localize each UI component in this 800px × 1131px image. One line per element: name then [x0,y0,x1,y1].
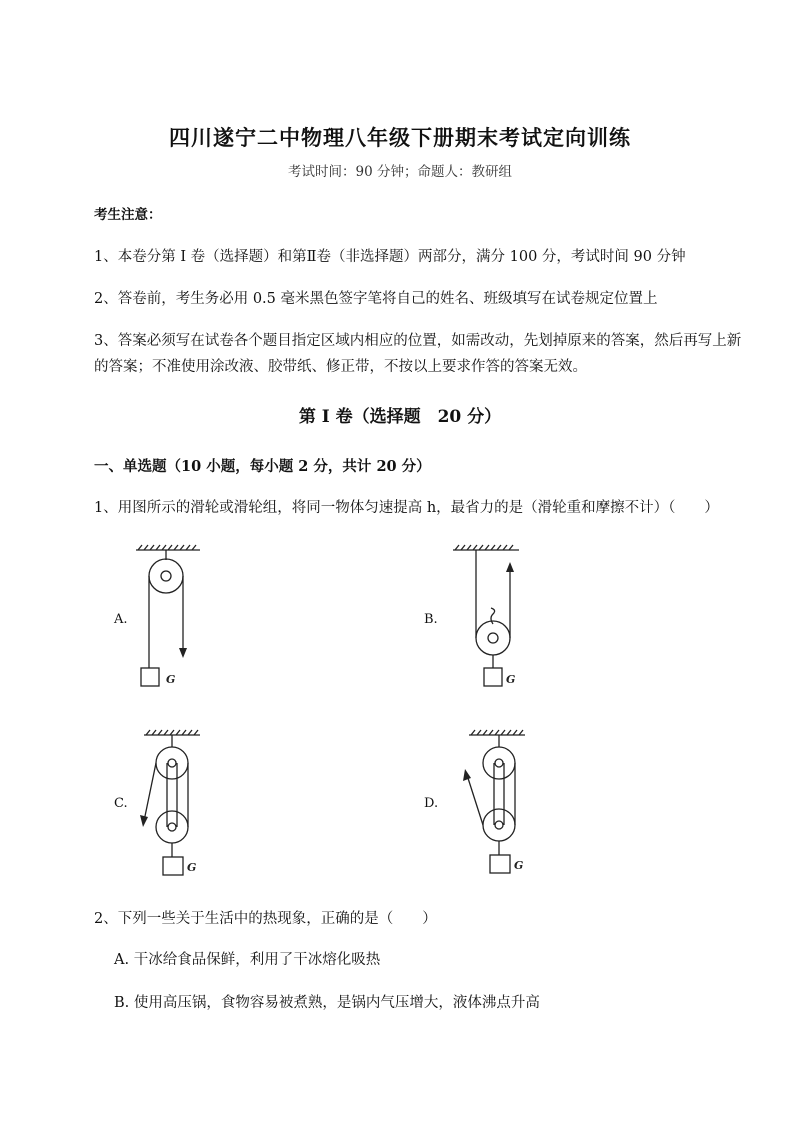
q2-option-a[interactable]: A. 干冰给食品保鲜，利用了干冰熔化吸热 [114,952,381,968]
weight-g-label: G [506,673,516,686]
weight-g-label: G [166,673,176,686]
exam-info: 考试时间：90 分钟；命题人：教研组 [288,164,512,180]
question-1-stem: 1、用图所示的滑轮或滑轮组，将同一物体匀速提高 h，最省力的是（滑轮重和摩擦不计）（ ） [94,500,719,516]
q1-option-b-label[interactable]: B. [424,612,438,627]
notice-item-1: 1、本卷分第 I 卷（选择题）和第Ⅱ卷（非选择题）两部分，满分 100 分，考试时间 90 分钟 [94,249,686,265]
section-title: 第 I 卷（选择题 20 分） [298,407,502,427]
notice-item-3-cont: 的答案；不准使用涂改液、胶带纸、修正带，不按以上要求作答的答案无效。 [94,359,587,375]
ceiling-icon [136,545,200,550]
part-heading: 一、单选题（10 小题，每小题 2 分，共计 20 分） [94,458,431,475]
q1-option-d-label[interactable]: D. [424,796,439,811]
page-title: 四川遂宁二中物理八年级下册期末考试定向训练 [169,125,631,150]
weight-g-label: G [187,861,197,874]
q1-option-c-label[interactable]: C. [114,796,128,811]
ceiling-icon [453,545,519,550]
fixed-pulley-diagram [130,540,210,695]
q1-option-a-label[interactable]: A. [114,612,128,627]
question-2-stem: 2、下列一些关于生活中的热现象，正确的是（ ） [94,911,437,927]
notice-heading: 考生注意： [94,207,162,223]
ceiling-icon [144,730,200,735]
weight-g-label: G [514,859,524,872]
notice-item-3: 3、答案必须写在试卷各个题目指定区域内相应的位置，如需改动，先划掉原来的答案，然后再写上新 [94,333,742,349]
q2-option-b[interactable]: B. 使用高压锅，食物容易被煮熟，是锅内气压增大，液体沸点升高 [114,995,540,1011]
movable-pulley-diagram [445,540,525,695]
pulley-block-d-diagram [455,725,535,885]
notice-item-2: 2、答卷前，考生务必用 0.5 毫米黑色签字笔将自己的姓名、班级填写在试卷规定位置上 [94,291,658,307]
ceiling-icon [469,730,525,735]
pulley-block-c-diagram [130,725,210,885]
